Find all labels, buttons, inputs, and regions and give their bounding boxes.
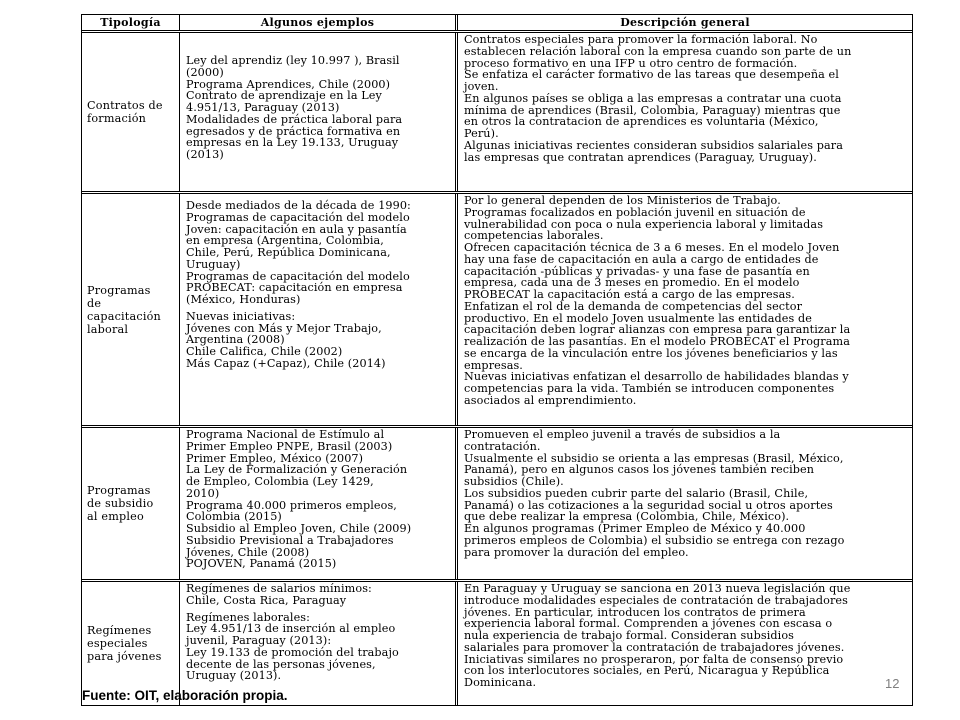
descripcion-line: mínima de aprendices (Brasil, Colombia, Paraguay) mientras que bbox=[464, 103, 841, 117]
ejemplo-line: Regímenes laborales: bbox=[186, 610, 311, 624]
ejemplo-line: Argentina (2008) bbox=[186, 333, 285, 347]
descripcion-line: establecen relación laboral con la empresa cuando son parte de un bbox=[464, 44, 852, 58]
descripcion-line: salariales para promover la contratación de trabajadores jóvenes. bbox=[464, 640, 845, 654]
descripcion-line: proceso formativo en una IFP u otro centro de formación. bbox=[464, 56, 798, 70]
ejemplo-line: Chile, Costa Rica, Paraguay bbox=[186, 593, 347, 607]
descripcion-line: Dominicana. bbox=[464, 676, 537, 689]
ejemplo-line: juvenil, Paraguay (2013): bbox=[186, 634, 332, 647]
descripcion-line: En Paraguay y Uruguay se sanciona en 2013 nueva legislación que bbox=[464, 582, 851, 595]
tipologia-line: al empleo bbox=[87, 510, 144, 523]
ejemplo-line: Contrato de aprendizaje en la Ley bbox=[186, 89, 382, 103]
descripcion-line: Se enfatiza el carácter formativo de las tareas que desempeña el bbox=[464, 68, 839, 82]
descripcion-line: competencias laborales. bbox=[464, 229, 604, 243]
ejemplos-cell bbox=[180, 582, 458, 705]
descripcion-line: empresa, cada una de 3 meses en promedio. En el modelo bbox=[464, 276, 800, 290]
ejemplo-line: Programa 40.000 primeros empleos, bbox=[186, 498, 397, 512]
tipologia-line: de subsidio bbox=[87, 497, 154, 510]
ejemplo-line: egresados y de práctica formativa en bbox=[186, 124, 401, 138]
descripcion-line: Algunas iniciativas recientes consideran subsidios salariales para bbox=[464, 138, 843, 152]
descripcion-line: realización de las pasantías. En el modelo PROBECAT el Programa bbox=[464, 335, 850, 348]
descripcion-line: Perú). bbox=[464, 127, 499, 140]
descripcion-line: Nuevas iniciativas enfatizan el desarrollo de habilidades blandas y bbox=[464, 370, 849, 384]
tipologia-line: especiales bbox=[87, 637, 148, 650]
ejemplo-line: (2000) bbox=[186, 65, 224, 79]
descripcion-line: Programas focalizados en población juvenil en situación de bbox=[464, 205, 806, 219]
descripcion-cell bbox=[458, 428, 912, 579]
descripcion-line: En algunos programas (Primer Empleo de México y 40.000 bbox=[464, 522, 806, 535]
ejemplo-line: Programas de capacitación del modelo bbox=[186, 269, 410, 283]
tipologia-cell bbox=[82, 33, 180, 191]
ejemplo-line: decente de las personas jóvenes, bbox=[186, 657, 376, 671]
tipologia-line: Contratos de bbox=[87, 99, 163, 112]
ejemplo-line: Programa Aprendices, Chile (2000) bbox=[186, 77, 391, 91]
ejemplo-line: Subsidio Previsional a Trabajadores bbox=[186, 533, 394, 547]
table-row-regimenes-especiales bbox=[82, 582, 912, 705]
ejemplo-line: Regímenes de salarios mínimos: bbox=[186, 582, 372, 595]
ejemplo-line: Ley 19.133 de promoción del trabajo bbox=[186, 645, 399, 659]
ejemplo-line: empresas en la Ley 19.133, Uruguay bbox=[186, 136, 399, 150]
ejemplo-line: 2010) bbox=[186, 486, 220, 500]
ejemplo-line: Jóvenes con Más y Mejor Trabajo, bbox=[186, 321, 382, 335]
tipologia-cell bbox=[82, 194, 180, 425]
ejemplo-line: Uruguay) bbox=[186, 257, 241, 271]
descripcion-line: Promueven el empleo juvenil a través de subsidios a la bbox=[464, 428, 781, 441]
descripcion-line: para promover la duración del empleo. bbox=[464, 545, 689, 559]
descripcion-line: capacitación deben lograr alianzas con empresa para garantizar la bbox=[464, 323, 851, 337]
descripcion-line: jóvenes. En particular, introducen los contratos de primera bbox=[464, 605, 806, 619]
ejemplo-line: Desde mediados de la década de 1990: bbox=[186, 199, 411, 212]
ejemplo-line: Programa Nacional de Estímulo al bbox=[186, 428, 385, 441]
header-tipologia: Tipología bbox=[82, 15, 180, 30]
ejemplo-line: Colombia (2015) bbox=[186, 510, 282, 524]
table-header-row bbox=[82, 15, 912, 33]
typology-table bbox=[81, 14, 913, 706]
descripcion-line: Por lo general dependen de los Ministerios de Trabajo. bbox=[464, 194, 781, 207]
descripcion-line: Usualmente el subsidio se orienta a las empresas (Brasil, México, bbox=[464, 451, 844, 465]
ejemplo-line: Ley del aprendiz (ley 10.997 ), Brasil bbox=[186, 54, 400, 67]
descripcion-line: Panamá), pero en algunos casos los jóvenes también reciben bbox=[464, 463, 815, 477]
ejemplo-line: Uruguay (2013). bbox=[186, 669, 282, 683]
ejemplo-line: (México, Honduras) bbox=[186, 293, 301, 306]
header-descripcion: Descripción general bbox=[620, 16, 750, 29]
tipologia-cell bbox=[82, 428, 180, 579]
descripcion-line: con los interlocutores sociales, en Perú, Nicaragua y República bbox=[464, 664, 830, 678]
descripcion-line: nula experiencia de trabajo formal. Consideran subsidios bbox=[464, 629, 795, 642]
descripcion-line: contratación. bbox=[464, 439, 541, 453]
tipologia-line: Programas bbox=[87, 484, 151, 497]
descripcion-cell bbox=[458, 582, 912, 705]
descripcion-line: Iniciativas similares no prosperaron, por falta de consenso previo bbox=[464, 652, 844, 666]
ejemplos-cell bbox=[180, 194, 458, 425]
descripcion-line: productivo. En el modelo Joven usualmente las entidades de bbox=[464, 311, 812, 325]
page-number: 12 bbox=[885, 676, 900, 691]
table-body bbox=[82, 33, 912, 705]
tipologia-line: de bbox=[87, 296, 102, 310]
ejemplos-cell bbox=[180, 33, 458, 191]
tipologia-line: laboral bbox=[87, 322, 129, 336]
descripcion-line: las empresas que contratan aprendices (Paraguay, Uruguay). bbox=[464, 150, 817, 164]
ejemplo-line: 4.951/13, Paraguay (2013) bbox=[186, 101, 340, 114]
ejemplo-line: Primer Empleo, México (2007) bbox=[186, 451, 364, 465]
ejemplo-line: Chile, Perú, República Dominicana, bbox=[186, 246, 391, 259]
descripcion-line: Enfatizan el rol de la demanda de competencias del sector bbox=[464, 299, 803, 313]
tipologia-line: Regímenes bbox=[87, 624, 152, 637]
ejemplo-line: de Empleo, Colombia (Ley 1429, bbox=[186, 475, 374, 488]
ejemplo-line: Programas de capacitación del modelo bbox=[186, 210, 410, 224]
descripcion-cell bbox=[458, 194, 912, 425]
descripcion-line: que debe realizar la empresa (Colombia, Chile, México). bbox=[464, 510, 790, 524]
table-row-subsidio-empleo bbox=[82, 428, 912, 582]
ejemplo-line: POJOVEN, Panamá (2015) bbox=[186, 557, 337, 571]
ejemplo-line: Primer Empleo PNPE, Brasil (2003) bbox=[186, 439, 393, 453]
descripcion-line: capacitación -públicas y privadas- y una fase de pasantía en bbox=[464, 264, 810, 278]
ejemplo-line: Ley 4.951/13 de inserción al empleo bbox=[186, 622, 396, 636]
descripcion-line: Ofrecen capacitación técnica de 3 a 6 meses. En el modelo Joven bbox=[464, 241, 840, 254]
ejemplo-line: Modalidades de práctica laboral para bbox=[186, 112, 403, 126]
tipologia-line: capacitación bbox=[87, 309, 161, 323]
ejemplo-line: Nuevas iniciativas: bbox=[186, 309, 296, 323]
ejemplo-line: Más Capaz (+Capaz), Chile (2014) bbox=[186, 356, 386, 370]
descripcion-line: hay una fase de capacitación en aula a cargo de entidades de bbox=[464, 252, 819, 266]
header-ejemplos: Algunos ejemplos bbox=[180, 15, 458, 30]
ejemplo-line: Subsidio al Empleo Joven, Chile (2009) bbox=[186, 522, 412, 535]
tipologia-line: formación bbox=[87, 112, 147, 125]
ejemplo-line: PROBECAT: capacitación en empresa bbox=[186, 281, 403, 295]
ejemplo-line: La Ley de Formalización y Generación bbox=[186, 463, 408, 477]
table-row-capacitacion-laboral bbox=[82, 194, 912, 428]
descripcion-line: se encarga de la vinculación entre los jóvenes beneficiarios y las bbox=[464, 346, 838, 360]
ejemplo-line: Chile Califica, Chile (2002) bbox=[186, 345, 343, 358]
descripcion-line: PROBECAT la capacitación está a cargo de las empresas. bbox=[464, 288, 795, 301]
ejemplos-cell bbox=[180, 428, 458, 579]
ejemplo-line: (2013) bbox=[186, 148, 224, 161]
descripcion-line: competencias para la vida. También se introducen componentes bbox=[464, 382, 835, 395]
table-row-contratos-formacion bbox=[82, 33, 912, 194]
descripcion-line: asociados al emprendimiento. bbox=[464, 393, 637, 407]
descripcion-line: en otros la contratacion de aprendices es voluntaria (México, bbox=[464, 115, 819, 129]
descripcion-line: vulnerabilidad con poca o nula experiencia laboral y limitadas bbox=[464, 217, 824, 231]
ejemplo-line: en empresa (Argentina, Colombia, bbox=[186, 234, 384, 248]
descripcion-line: introduce modalidades especiales de contratación de trabajadores bbox=[464, 593, 848, 607]
ejemplo-line: Jóvenes, Chile (2008) bbox=[186, 545, 310, 559]
descripcion-line: En algunos países se obliga a las empresas a contratar una cuota bbox=[464, 91, 842, 105]
ejemplo-line: Joven: capacitación en aula y pasantía bbox=[186, 222, 407, 236]
tipologia-cell bbox=[82, 582, 180, 705]
descripcion-cell bbox=[458, 33, 912, 191]
descripcion-line: experiencia laboral formal. Comprenden a jóvenes con escasa o bbox=[464, 617, 833, 631]
descripcion-line: subsidios (Chile). bbox=[464, 475, 564, 488]
tipologia-line: para jóvenes bbox=[87, 650, 162, 663]
descripcion-line: Contratos especiales para promover la formación laboral. No bbox=[464, 33, 818, 46]
descripcion-line: primeros empleos de Colombia) el subsidio se entrega con rezago bbox=[464, 533, 845, 547]
descripcion-line: empresas. bbox=[464, 358, 523, 372]
descripcion-line: Panamá) o las cotizaciones a la seguridad social u otros aportes bbox=[464, 498, 833, 512]
descripcion-line: Los subsidios pueden cubrir parte del salario (Brasil, Chile, bbox=[464, 486, 809, 500]
tipologia-line: Programas bbox=[87, 283, 151, 297]
source-note: Fuente: OIT, elaboración propia. bbox=[82, 688, 288, 703]
descripcion-line: joven. bbox=[464, 80, 499, 93]
